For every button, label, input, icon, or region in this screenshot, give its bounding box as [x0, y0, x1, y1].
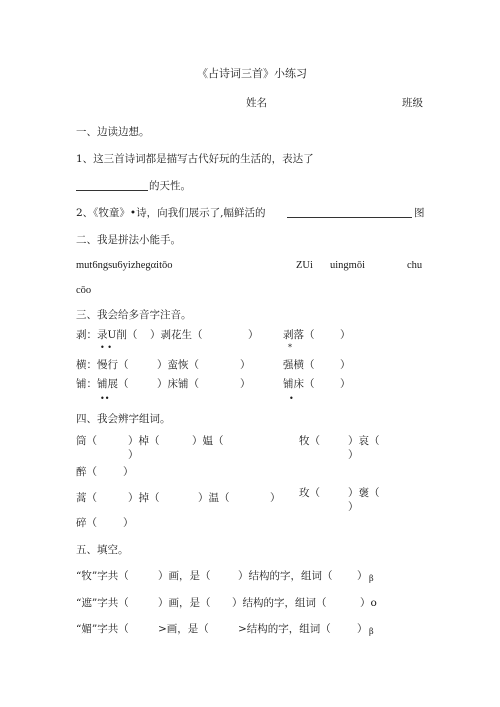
s3-r1-star: * [288, 343, 292, 352]
s4-r1-b: ）棹（ [128, 435, 160, 447]
s4-r1-f: ） [348, 449, 359, 461]
s5-r3-d: ） [357, 623, 368, 635]
section5-heading: 五、填空。 [76, 544, 129, 556]
s4-r1-c2: ） [128, 449, 139, 461]
pinyin-4: chu [407, 260, 423, 271]
s3-r1-a3: ） [248, 329, 259, 341]
s1-q2-blank[interactable] [287, 217, 412, 218]
s4-r4-b: ） [123, 517, 134, 529]
pinyin-3: uingmōi [330, 260, 366, 271]
s5-r1-end: β [369, 574, 374, 583]
s4-r3-a: 蒿（ [76, 492, 97, 504]
s5-r1-c: ）结构的字，组词（ [238, 570, 333, 582]
s4-r2-a: 醉（ [76, 466, 97, 478]
section3-heading: 三、我会给多音字注音。 [76, 309, 192, 321]
s1-q2-tail: 图 [414, 207, 425, 219]
s5-r2-a: “遮”字共（ [76, 597, 129, 609]
s4-r1-e: ）哀（ [348, 435, 380, 447]
s3-r2-a2: ）蛮恢（ [157, 359, 199, 371]
pinyin-1: mut6ngsu6yizhegαitōo [76, 260, 173, 271]
class-label: 班级 [402, 97, 423, 109]
s5-r3-end: β [369, 627, 374, 636]
s5-r2-b: ）画，是（ [158, 597, 211, 609]
s3-r3-a: 铺：铺展（ [76, 378, 129, 390]
s5-r2-c: ）结构的字，组词（ [232, 597, 327, 609]
s5-r1-b: ）画，是（ [158, 570, 211, 582]
s1-q1-blank[interactable] [76, 190, 148, 191]
pinyin-2: ZUi [296, 260, 313, 271]
s3-r1-dots: • • [100, 343, 112, 352]
section2-heading: 二、我是拼法小能手。 [76, 234, 181, 246]
s5-r1-a: “牧”字共（ [76, 570, 129, 582]
s5-r2-d: ）o [360, 597, 377, 609]
s4-r1-a: 筒（ [76, 435, 97, 447]
s4-r3-c: ）温（ [198, 492, 230, 504]
s3-r3-a3: ） [240, 378, 251, 390]
s4-r3-d: 玫（ [299, 487, 320, 499]
s4-r3-e: ）褒（ [348, 487, 380, 499]
s5-r3-b: >画，是（ [158, 623, 209, 635]
name-label: 姓名 [246, 97, 267, 109]
s3-r3-dots: •• [100, 394, 110, 403]
s5-r3-c: >结构的字，组词（ [238, 623, 331, 635]
s4-r1-c: ）媪（ [192, 435, 224, 447]
s3-r1-b2: ） [340, 329, 351, 341]
s4-r3-c2: ） [270, 492, 281, 504]
s3-r1-a2: ）剥花生（ [150, 329, 203, 341]
section1-heading: 一、边读边想。 [76, 126, 150, 138]
section4-heading: 四、我会辨字组词。 [76, 413, 171, 425]
pinyin-5: cōo [76, 285, 92, 296]
s4-r2-b: ） [123, 466, 134, 478]
s4-r3-f: ） [348, 501, 359, 513]
s4-r4-a: 碎（ [76, 517, 97, 529]
s4-r1-d: 牧（ [299, 435, 320, 447]
s1-q2-text: 2、《牧童》•诗，向我们展示了,幅鲜活的 [76, 207, 266, 219]
s5-r3-a: “媚”字共（ [76, 623, 129, 635]
page-title: 《占诗词三首》小练习 [197, 67, 307, 80]
s3-r3-b2: ） [340, 378, 351, 390]
s3-r2-b2: ） [340, 359, 351, 371]
s5-r1-d: ） [357, 570, 368, 582]
s3-r1-a: 剥：录U削（ [76, 329, 138, 341]
s3-r3-a2: ）床铺（ [157, 378, 199, 390]
s1-q1-text: 1、这三首诗词都是描写古代好玩的生活的，表达了 [76, 153, 314, 165]
s4-r3-b: ）掉（ [128, 492, 160, 504]
s3-r2-b: 强横（ [283, 359, 315, 371]
s3-r3-b: 铺床（ [283, 378, 315, 390]
s3-r2-a3: ） [240, 359, 251, 371]
s3-r3-dot: • [289, 394, 294, 403]
s1-q1-tail: 的天性。 [149, 180, 191, 192]
s3-r1-b: 剥落（ [283, 329, 315, 341]
s3-r2-a: 横：慢行（ [76, 359, 129, 371]
